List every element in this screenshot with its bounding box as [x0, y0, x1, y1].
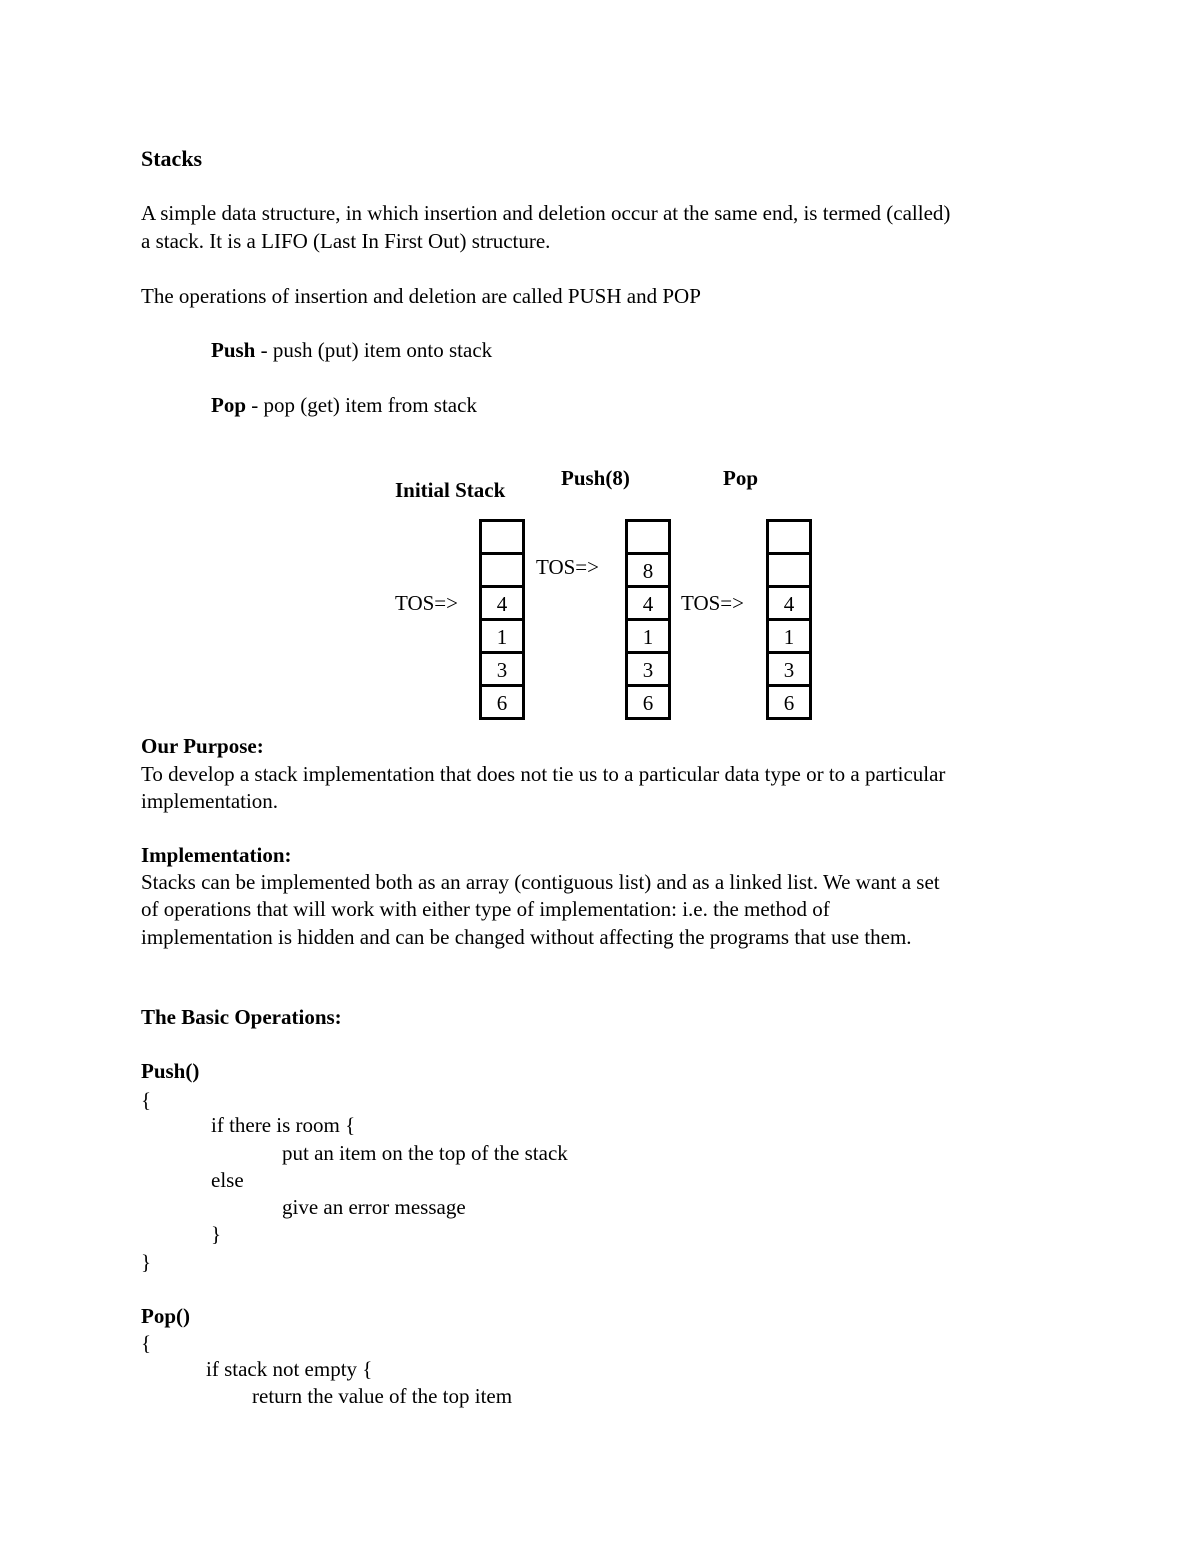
- stack-cell: 4: [628, 585, 668, 618]
- stack-cell: 6: [482, 684, 522, 717]
- stack-cell: 1: [769, 618, 809, 651]
- tos-pointer-initial: TOS=>: [395, 591, 458, 615]
- stack-cell: [769, 522, 809, 552]
- code-line: return the value of the top item: [252, 1384, 513, 1408]
- definition-desc: - push (put) item onto stack: [255, 338, 493, 362]
- stack-initial: [479, 519, 525, 720]
- definition-term: Pop: [211, 393, 247, 417]
- stack-cell: [482, 522, 522, 552]
- intro-line-2: a stack. It is a LIFO (Last In First Out) structure.: [141, 229, 551, 253]
- stack-cell: 1: [482, 618, 522, 651]
- purpose-line-2: implementation.: [141, 789, 279, 813]
- page-title: Stacks: [141, 146, 203, 171]
- stack-cell: [482, 552, 522, 585]
- code-line: else: [211, 1168, 244, 1192]
- code-line: put an item on the top of the stack: [282, 1141, 568, 1165]
- stack-after-push: [625, 519, 671, 720]
- stack-cell: 6: [769, 684, 809, 717]
- definition-pop: [211, 392, 477, 419]
- code-line: if stack not empty {: [206, 1357, 373, 1381]
- tos-pointer-pop: TOS=>: [681, 591, 744, 615]
- operations-sentence: The operations of insertion and deletion are called PUSH and POP: [141, 284, 701, 308]
- code-line: }: [211, 1222, 222, 1246]
- stack-after-pop: [766, 519, 812, 720]
- stack-cell: 4: [482, 585, 522, 618]
- stack-cell: 3: [628, 651, 668, 684]
- code-line: {: [141, 1331, 152, 1355]
- stack-cell: 8: [628, 552, 668, 585]
- push-function-name: Push(): [141, 1059, 200, 1083]
- stack-cell: 3: [769, 651, 809, 684]
- label-push: Push(8): [561, 466, 630, 490]
- label-initial-stack: Initial Stack: [395, 478, 506, 502]
- stack-cell: [769, 552, 809, 585]
- definition-push: [211, 337, 492, 364]
- label-pop: Pop: [723, 466, 759, 490]
- stack-cell: 4: [769, 585, 809, 618]
- stack-cell: 6: [628, 684, 668, 717]
- implementation-line-2: of operations that will work with either type of implementation: i.e. the method of: [141, 897, 830, 921]
- definition-desc: - pop (get) item from stack: [246, 393, 477, 417]
- code-line: }: [141, 1250, 152, 1274]
- implementation-line-1: Stacks can be implemented both as an array (contiguous list) and as a linked list. We want a set: [141, 870, 940, 894]
- intro-line-1: A simple data structure, in which insertion and deletion occur at the same end, is termed (called): [141, 201, 951, 225]
- stack-cell: 1: [628, 618, 668, 651]
- purpose-heading: Our Purpose:: [141, 734, 264, 758]
- basic-operations-heading: The Basic Operations:: [141, 1005, 342, 1029]
- pop-function-name: Pop(): [141, 1304, 190, 1328]
- stack-cell: [628, 522, 668, 552]
- definition-term: Push: [211, 338, 256, 362]
- code-line: if there is room {: [211, 1113, 356, 1137]
- stack-cell: 3: [482, 651, 522, 684]
- implementation-line-3: implementation is hidden and can be changed without affecting the programs that use them.: [141, 925, 912, 949]
- tos-pointer-push: TOS=>: [536, 555, 599, 579]
- implementation-heading: Implementation:: [141, 843, 292, 867]
- purpose-line-1: To develop a stack implementation that does not tie us to a particular data type or to a particular: [141, 762, 946, 786]
- code-line: {: [141, 1088, 152, 1112]
- code-line: give an error message: [282, 1195, 466, 1219]
